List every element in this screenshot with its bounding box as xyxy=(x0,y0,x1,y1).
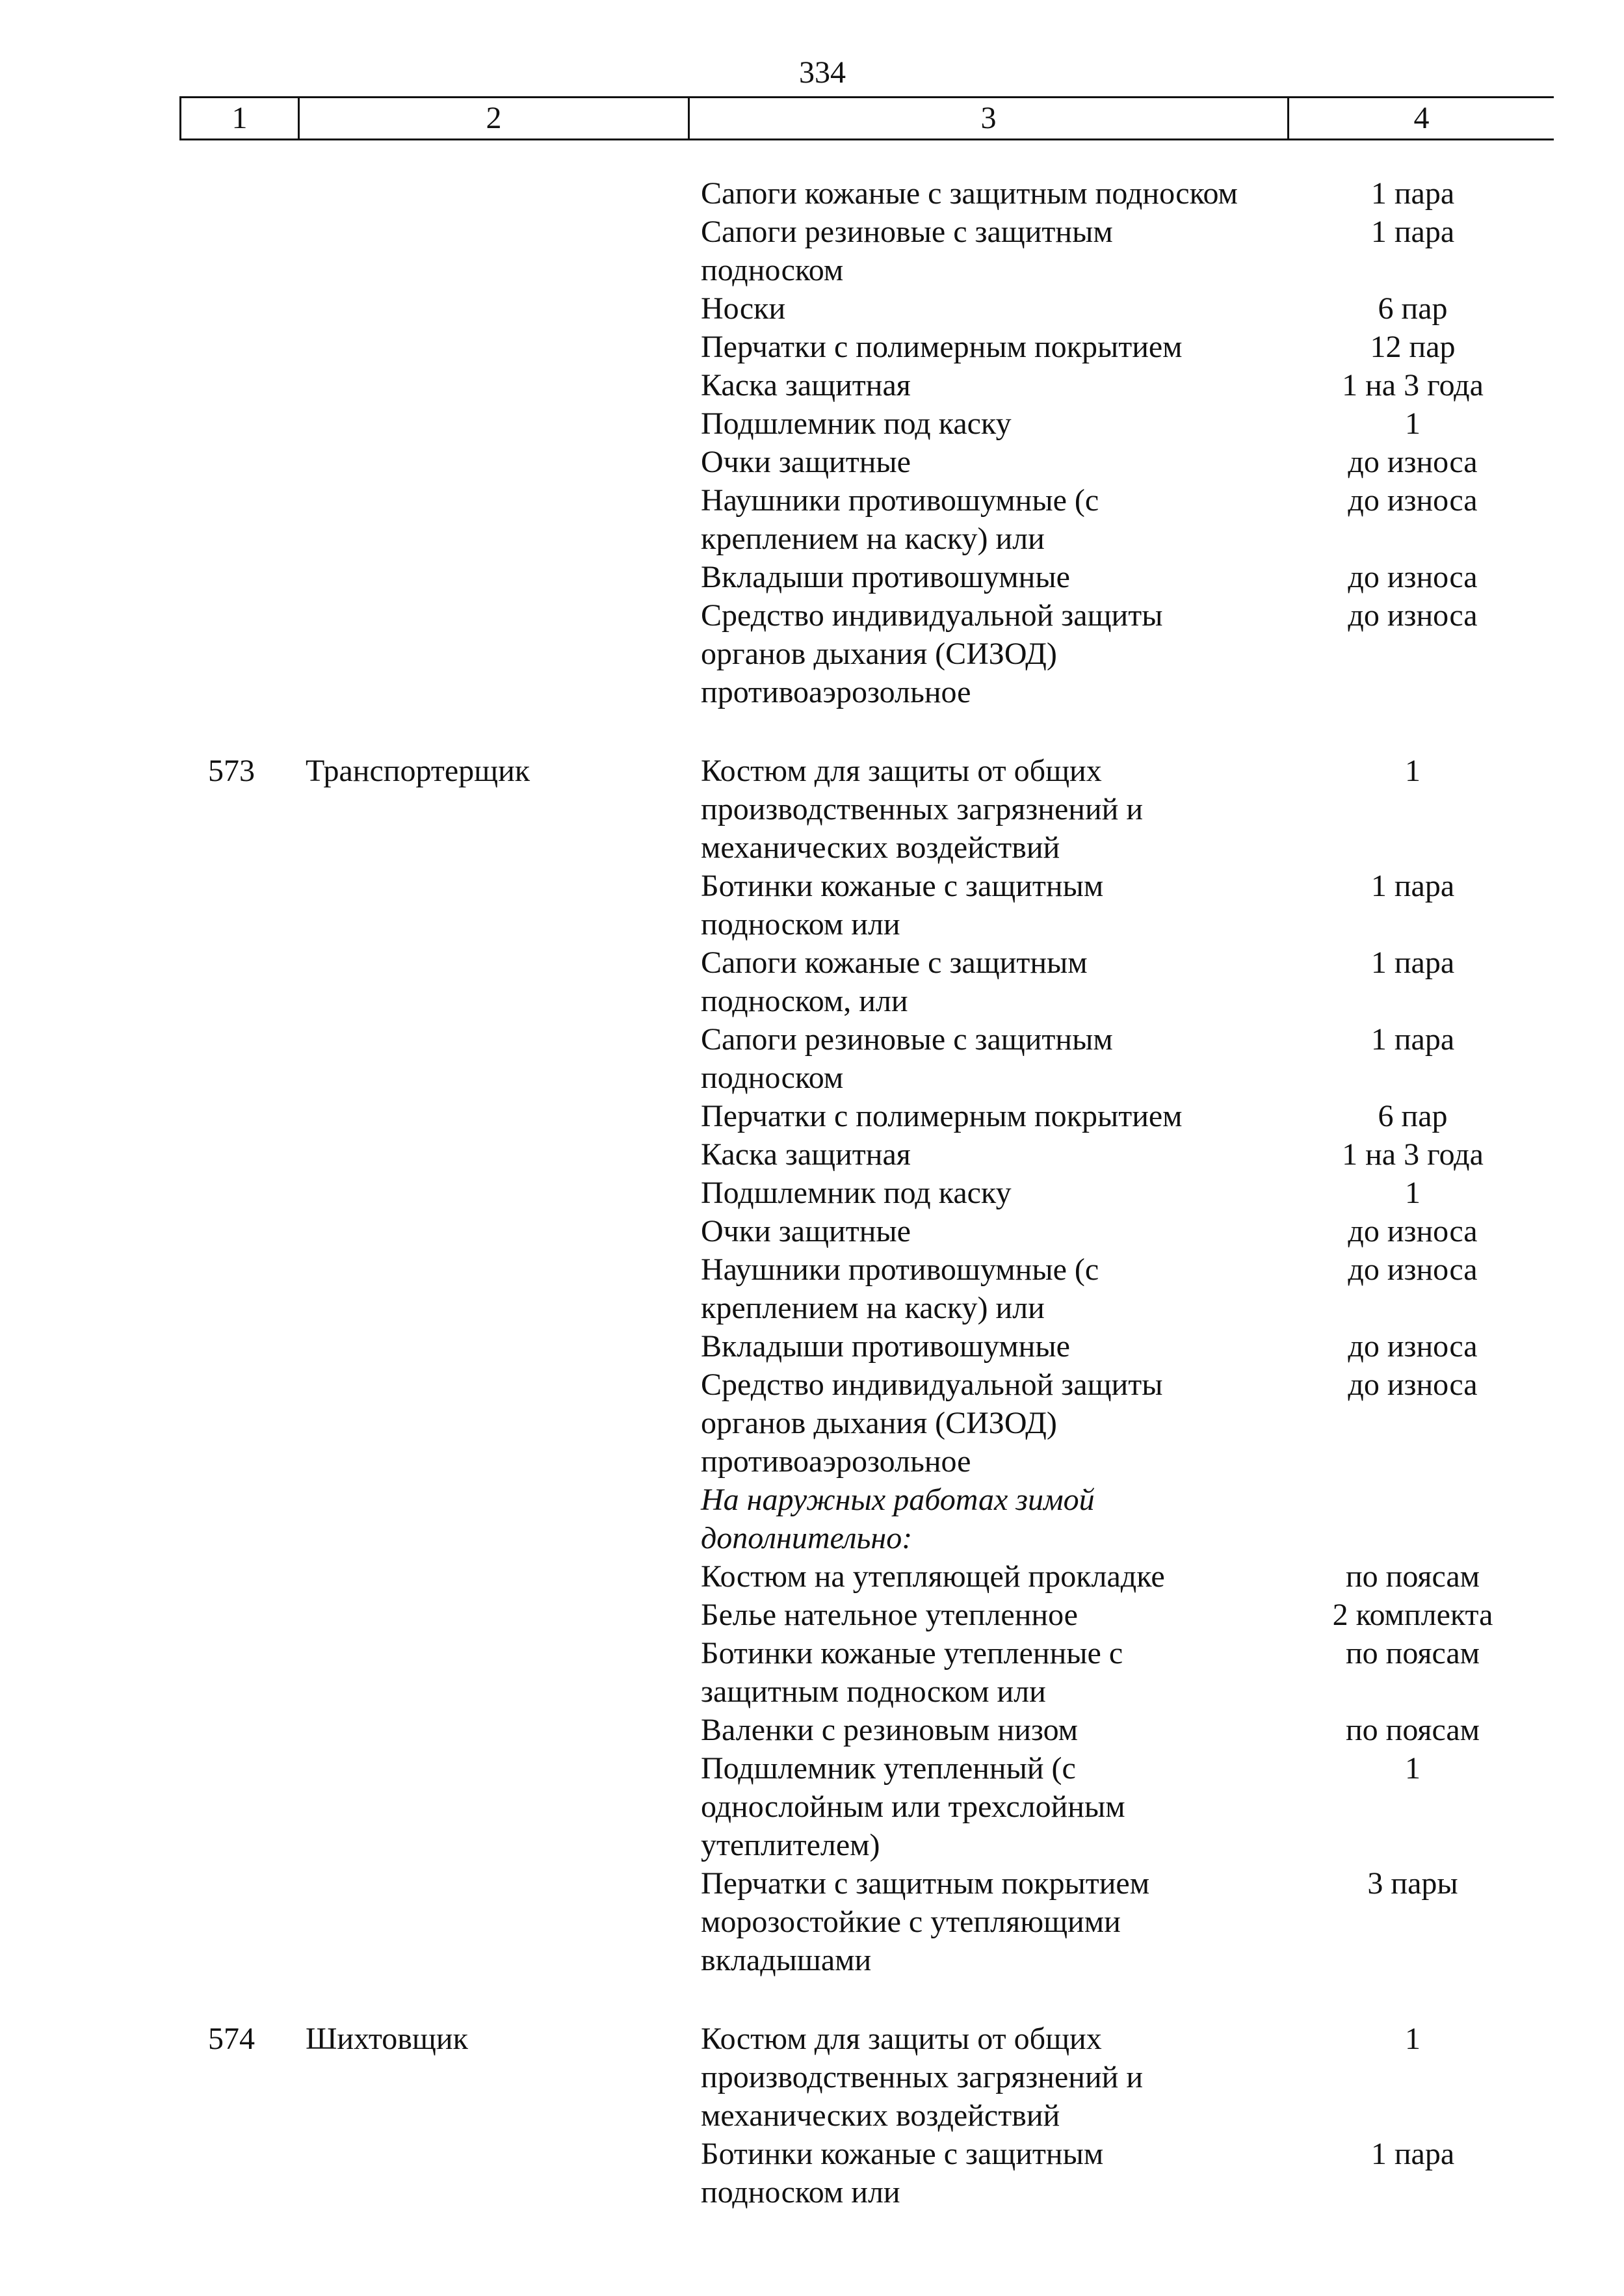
ppe-item xyxy=(701,943,1539,1020)
ppe-name: Сапоги резиновые с защитным подноском xyxy=(701,215,1113,287)
ppe-norm: 1 на 3 года xyxy=(1342,368,1484,402)
ppe-item xyxy=(701,289,1539,328)
ppe-norm: 12 пар xyxy=(1370,330,1456,364)
ppe-item xyxy=(701,1366,1539,1481)
ppe-norm: 1 пара xyxy=(1370,1022,1455,1057)
ppe-norm: 1 xyxy=(1405,406,1421,441)
ppe-item xyxy=(701,1250,1539,1327)
ppe-item xyxy=(701,404,1539,443)
ppe-name: Средство индивидуальной защиты органов дыхания (СИЗОД) противоаэрозольное xyxy=(701,598,1163,709)
ppe-name: Каска защитная xyxy=(701,1137,911,1172)
ppe-name: Костюм для защиты от общих производственных загрязнений и механических воздействий xyxy=(701,754,1144,865)
ppe-item xyxy=(701,1020,1539,1097)
ppe-norm: 1 пара xyxy=(1370,869,1455,903)
ppe-item xyxy=(701,174,1539,213)
ppe-name: Сапоги кожаные с защитным подноском xyxy=(701,176,1238,211)
ppe-name: Сапоги кожаные с защитным подноском, или xyxy=(701,945,1088,1018)
ppe-norm: до износа xyxy=(1348,560,1478,594)
ppe-norm: по поясам xyxy=(1345,1713,1480,1747)
ppe-name: Валенки с резиновым низом xyxy=(701,1713,1079,1747)
ppe-item xyxy=(701,1097,1539,1135)
ppe-norm: до износа xyxy=(1348,1329,1478,1364)
ppe-norm: 6 пар xyxy=(1378,291,1448,326)
profession-number: 574 xyxy=(208,2022,255,2056)
table-group-continuation xyxy=(0,174,1624,711)
ppe-norm: 1 xyxy=(1405,2022,1421,2056)
ppe-norm: 6 пар xyxy=(1378,1099,1448,1133)
ppe-item xyxy=(701,1212,1539,1250)
table-header-row xyxy=(179,96,1554,140)
ppe-norm: 1 на 3 года xyxy=(1342,1137,1484,1172)
ppe-norm: 1 пара xyxy=(1370,215,1455,249)
ppe-list xyxy=(701,2020,1539,2211)
ppe-name: Перчатки с защитным покрытием морозостойкие с утепляющими вкладышами xyxy=(701,1866,1150,1977)
ppe-norm: 1 xyxy=(1405,1751,1421,1786)
ppe-norm: по поясам xyxy=(1345,1559,1480,1594)
ppe-item xyxy=(701,328,1539,366)
ppe-name: Очки защитные xyxy=(701,445,911,479)
ppe-name: Наушники противошумные (с креплением на каску) или xyxy=(701,1252,1099,1325)
ppe-norm: до износа xyxy=(1348,1367,1478,1402)
column-header-4: 4 xyxy=(1287,98,1554,139)
ppe-list xyxy=(701,174,1539,711)
ppe-item xyxy=(701,1634,1539,1711)
ppe-item xyxy=(701,481,1539,558)
ppe-name: Наушники противошумные (с креплением на каску) или xyxy=(701,483,1099,556)
ppe-norm: 1 xyxy=(1405,754,1421,788)
ppe-norm: 3 пары xyxy=(1367,1866,1458,1901)
ppe-name: Подшлемник под каску xyxy=(701,1176,1012,1210)
ppe-norm: до износа xyxy=(1348,445,1478,479)
ppe-name: Подшлемник под каску xyxy=(701,406,1012,441)
profession-name: Шихтовщик xyxy=(306,2022,468,2056)
table-group-574 xyxy=(0,2020,1624,2211)
ppe-item xyxy=(701,1711,1539,1749)
ppe-item xyxy=(701,1135,1539,1174)
ppe-item xyxy=(701,443,1539,481)
ppe-item xyxy=(701,213,1539,289)
ppe-item xyxy=(701,1174,1539,1212)
ppe-name: Вкладыши противошумные xyxy=(701,560,1070,594)
ppe-norm: до износа xyxy=(1348,598,1478,633)
ppe-norm: 1 пара xyxy=(1370,2137,1455,2171)
ppe-norm: до износа xyxy=(1348,483,1478,518)
column-header-3: 3 xyxy=(688,98,1287,139)
ppe-item xyxy=(701,1749,1539,1864)
ppe-item xyxy=(701,596,1539,711)
profession-number: 573 xyxy=(208,754,255,788)
ppe-list xyxy=(701,752,1539,1979)
ppe-name: Вкладыши противошумные xyxy=(701,1329,1070,1364)
ppe-norm: 2 комплекта xyxy=(1332,1598,1493,1632)
ppe-name: Ботинки кожаные утепленные с защитным подноском или xyxy=(701,1636,1123,1709)
ppe-name: Средство индивидуальной защиты органов дыхания (СИЗОД) противоаэрозольное xyxy=(701,1367,1163,1479)
ppe-item xyxy=(701,752,1539,867)
ppe-name: Подшлемник утепленный (с однослойным или трехслойным утеплителем) xyxy=(701,1751,1125,1862)
ppe-item xyxy=(701,1557,1539,1596)
ppe-norm: 1 xyxy=(1405,1176,1421,1210)
ppe-norm: 1 пара xyxy=(1370,945,1455,980)
ppe-item xyxy=(701,1596,1539,1634)
section-subheading: На наружных работах зимой дополнительно: xyxy=(701,1483,1095,1555)
table-group-573 xyxy=(0,752,1624,1979)
ppe-name: Сапоги резиновые с защитным подноском xyxy=(701,1022,1113,1095)
ppe-norm: по поясам xyxy=(1345,1636,1480,1670)
ppe-name: Очки защитные xyxy=(701,1214,911,1248)
ppe-norm: до износа xyxy=(1348,1214,1478,1248)
ppe-item xyxy=(701,558,1539,596)
ppe-name: Перчатки с полимерным покрытием xyxy=(701,330,1183,364)
ppe-name: Ботинки кожаные с защитным подноском или xyxy=(701,2137,1104,2210)
column-header-2: 2 xyxy=(298,98,688,139)
profession-name: Транспортерщик xyxy=(306,754,530,788)
page-number: 334 xyxy=(799,55,846,90)
ppe-item xyxy=(701,2135,1539,2211)
ppe-name: Белье нательное утепленное xyxy=(701,1598,1078,1632)
ppe-norm: 1 пара xyxy=(1370,176,1455,211)
ppe-name: Костюм для защиты от общих производственных загрязнений и механических воздействий xyxy=(701,2022,1144,2133)
ppe-item xyxy=(701,2020,1539,2135)
column-header-1: 1 xyxy=(179,98,298,139)
ppe-name: Каска защитная xyxy=(701,368,911,402)
ppe-name: Костюм на утепляющей прокладке xyxy=(701,1559,1165,1594)
ppe-item xyxy=(701,366,1539,404)
ppe-item xyxy=(701,1327,1539,1366)
ppe-name: Ботинки кожаные с защитным подноском или xyxy=(701,869,1104,942)
ppe-norm: до износа xyxy=(1348,1252,1478,1287)
ppe-name: Носки xyxy=(701,291,786,326)
ppe-item xyxy=(701,1864,1539,1979)
ppe-name: Перчатки с полимерным покрытием xyxy=(701,1099,1183,1133)
ppe-item xyxy=(701,867,1539,943)
table-body xyxy=(0,174,1624,2211)
